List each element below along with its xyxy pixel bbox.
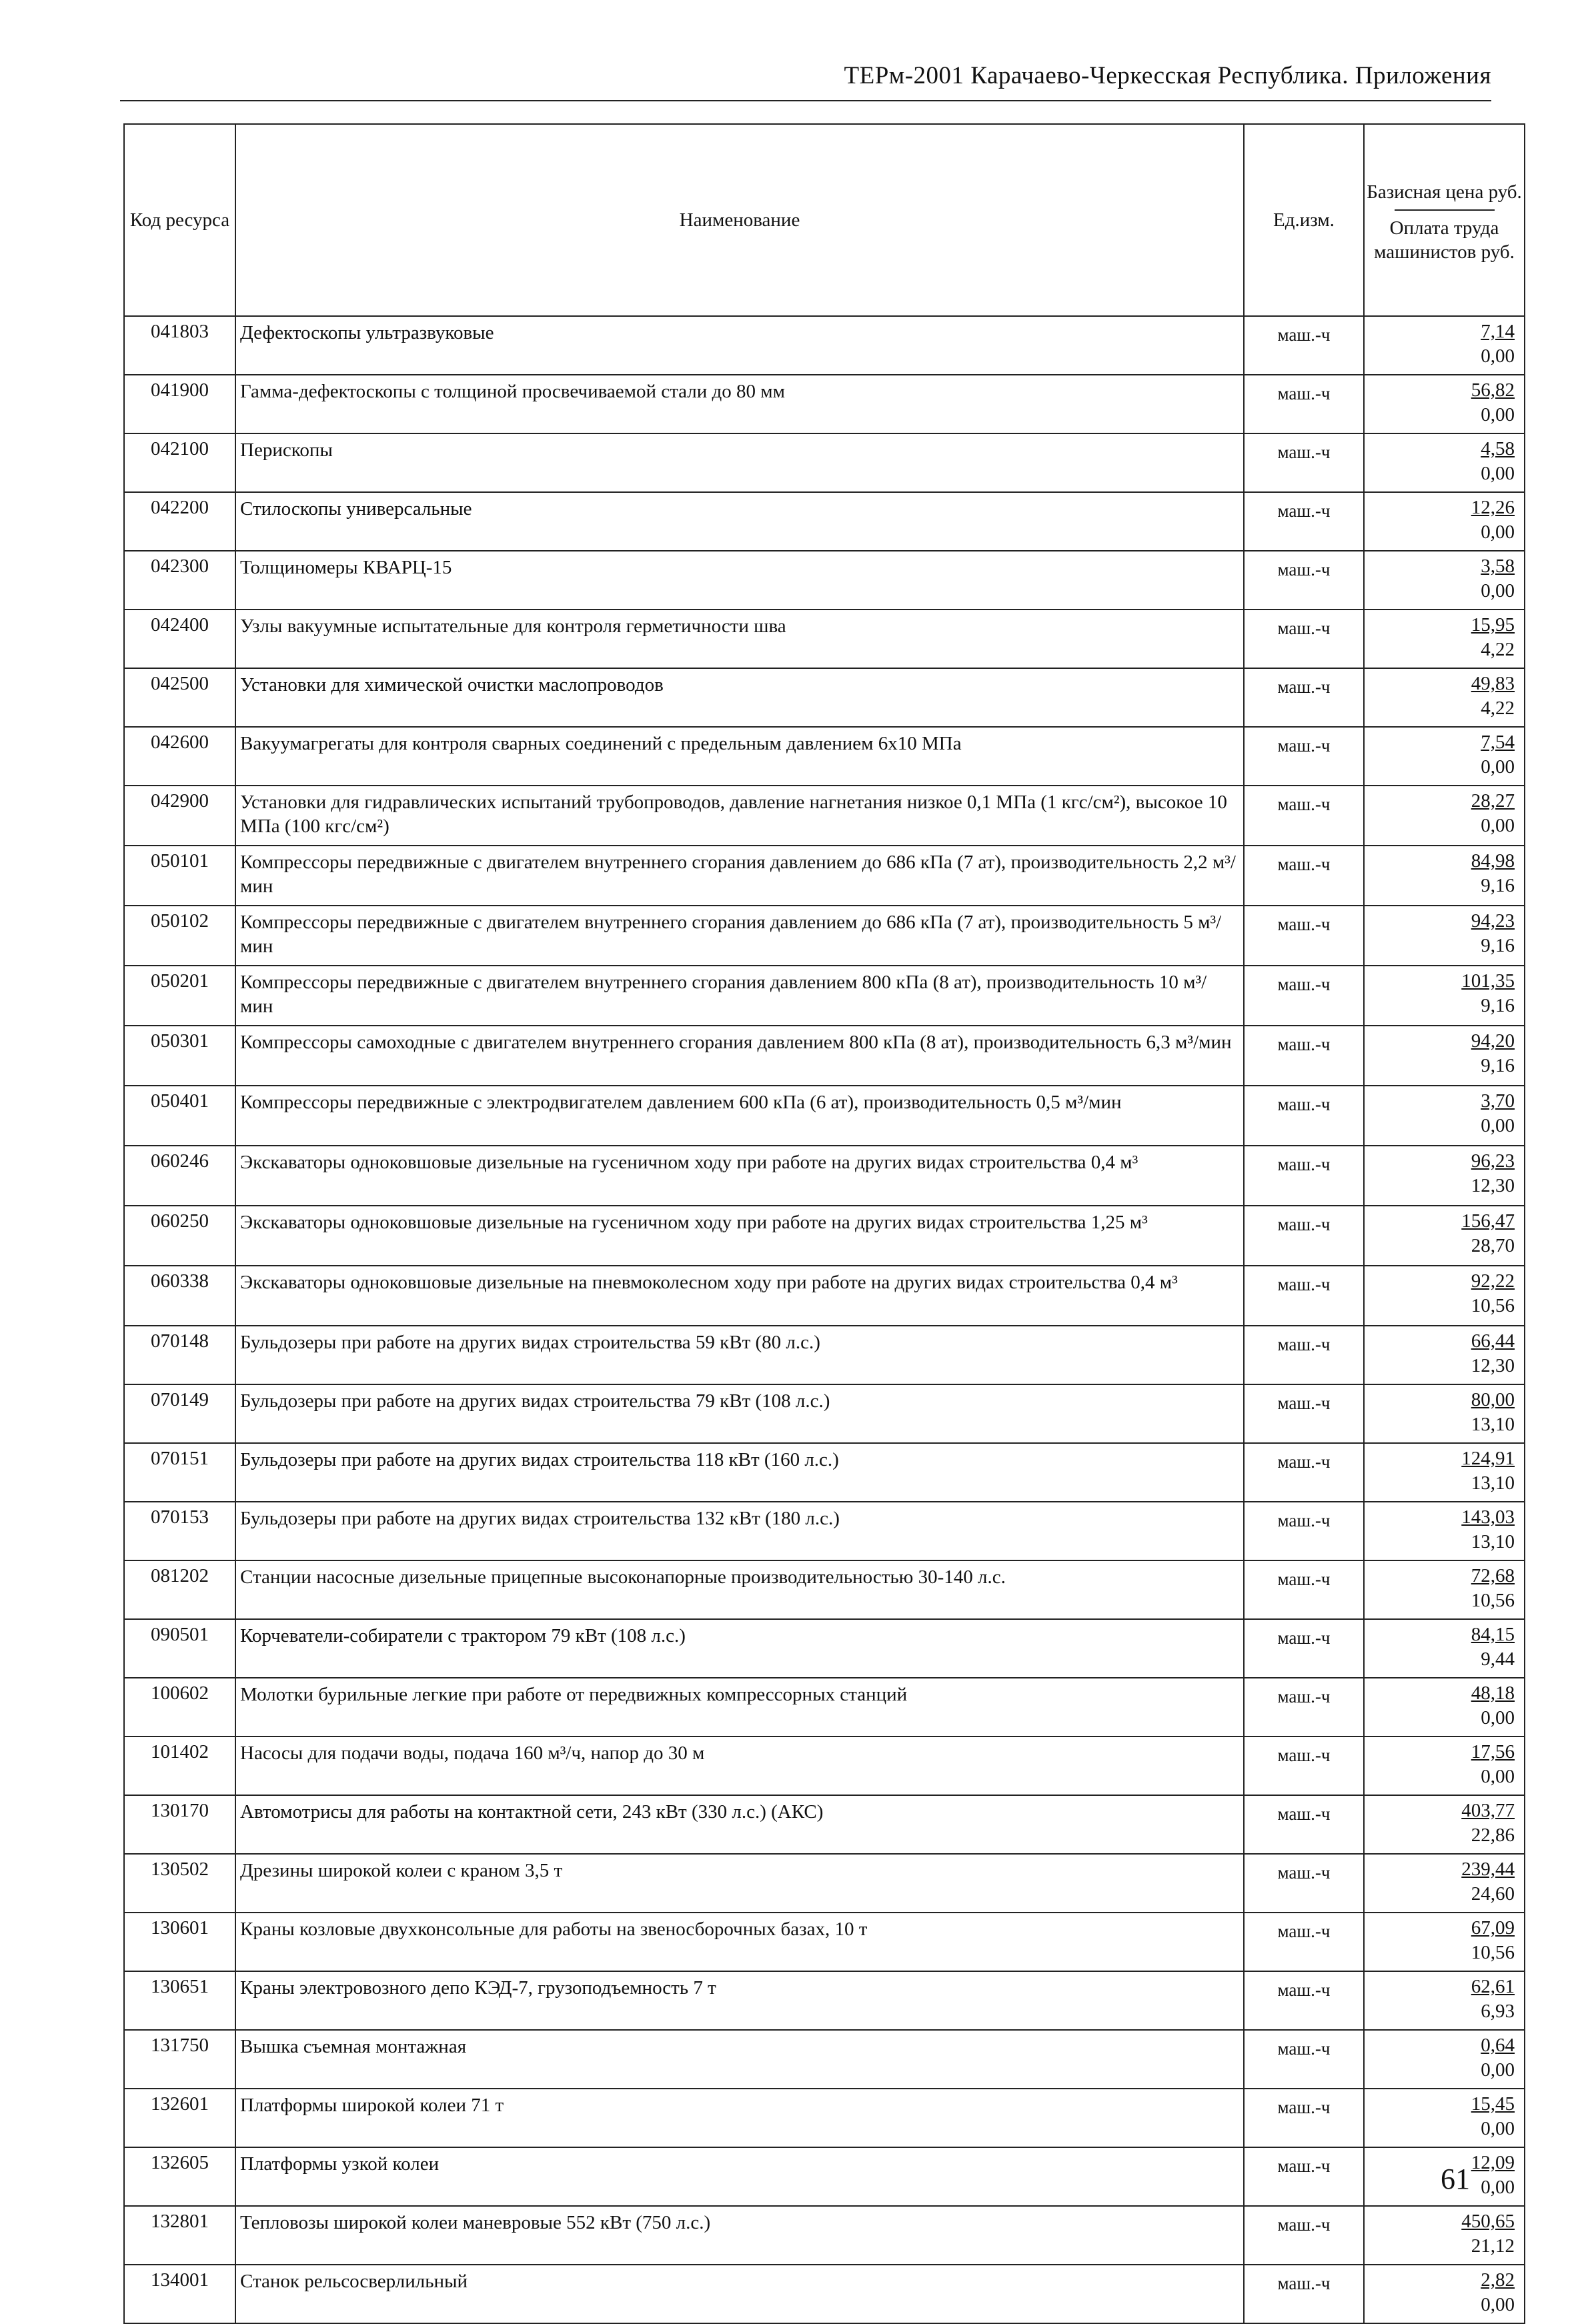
table-row xyxy=(124,1026,1525,1086)
resource-name: Станции насосные дизельные прицепные высоконапорные производительностью 30-140 л.с. xyxy=(235,1560,1244,1619)
base-price: 94,20 xyxy=(1471,1030,1515,1052)
resource-code: 042900 xyxy=(124,786,235,846)
resource-name: Краны электровозного депо КЭД-7, грузоподъемность 7 т xyxy=(235,1971,1244,2030)
base-price: 450,65 xyxy=(1461,2211,1515,2232)
table-row xyxy=(124,846,1525,906)
table-row xyxy=(124,966,1525,1026)
resource-price-cell xyxy=(1364,1026,1525,1086)
operator-wage: 9,16 xyxy=(1481,935,1515,956)
resource-name: Компрессоры передвижные с электродвигателем давлением 600 кПа (6 ат), производительность 0,5 м³/мин xyxy=(235,1086,1244,1146)
table-row xyxy=(124,1619,1525,1678)
resource-unit: маш.-ч xyxy=(1244,1854,1364,1913)
resource-code: 070149 xyxy=(124,1384,235,1443)
resource-price-cell xyxy=(1364,1913,1525,1971)
operator-wage: 10,56 xyxy=(1471,1295,1515,1316)
resource-unit: маш.-ч xyxy=(1244,1678,1364,1736)
resource-name: Экскаваторы одноковшовые дизельные на пневмоколесном ходу при работе на других видах строительства 0,4 м³ xyxy=(235,1266,1244,1326)
resource-code: 132801 xyxy=(124,2206,235,2265)
resource-price-cell xyxy=(1364,610,1525,668)
base-price: 80,00 xyxy=(1471,1389,1515,1410)
table-row xyxy=(124,1971,1525,2030)
table-row xyxy=(124,1560,1525,1619)
resource-code: 042300 xyxy=(124,551,235,610)
table-row xyxy=(124,2206,1525,2265)
resource-code: 132605 xyxy=(124,2147,235,2206)
resource-name: Платформы узкой колеи xyxy=(235,2147,1244,2206)
resource-code: 050401 xyxy=(124,1086,235,1146)
resource-code: 041803 xyxy=(124,316,235,375)
resource-price-cell xyxy=(1364,1854,1525,1913)
base-price: 62,61 xyxy=(1471,1976,1515,1997)
resource-code: 042600 xyxy=(124,727,235,786)
resource-price-cell xyxy=(1364,551,1525,610)
column-header-price-wage: Оплата труда машинистов руб. xyxy=(1374,217,1515,263)
base-price: 143,03 xyxy=(1461,1506,1515,1528)
resource-name: Установки для гидравлических испытаний трубопроводов, давление нагнетания низкое 0,1 МПа (1 кгс/см²), высокое 10 МПа (100 кгс/см²) xyxy=(235,786,1244,846)
resource-name: Дефектоскопы ультразвуковые xyxy=(235,316,1244,375)
resource-price-cell xyxy=(1364,2089,1525,2147)
resource-code: 101402 xyxy=(124,1736,235,1795)
base-price: 56,82 xyxy=(1471,379,1515,401)
table-row xyxy=(124,786,1525,846)
resource-price-cell xyxy=(1364,2206,1525,2265)
operator-wage: 24,60 xyxy=(1471,1883,1515,1905)
header-price-separator xyxy=(1395,209,1495,211)
operator-wage: 0,00 xyxy=(1481,2118,1515,2139)
resource-unit: маш.-ч xyxy=(1244,1026,1364,1086)
resource-name: Бульдозеры при работе на других видах строительства 59 кВт (80 л.с.) xyxy=(235,1326,1244,1384)
table-row xyxy=(124,668,1525,727)
resource-price-cell xyxy=(1364,1206,1525,1266)
base-price: 84,98 xyxy=(1471,850,1515,872)
resource-unit: маш.-ч xyxy=(1244,1619,1364,1678)
resource-unit: маш.-ч xyxy=(1244,786,1364,846)
resource-name: Установки для химической очистки маслопроводов xyxy=(235,668,1244,727)
resource-unit: маш.-ч xyxy=(1244,2206,1364,2265)
base-price: 84,15 xyxy=(1471,1624,1515,1645)
resource-code: 134001 xyxy=(124,2265,235,2323)
table-row xyxy=(124,492,1525,551)
resource-unit: маш.-ч xyxy=(1244,2089,1364,2147)
operator-wage: 9,16 xyxy=(1481,995,1515,1016)
resource-price-cell xyxy=(1364,375,1525,433)
column-header-price-basis: Базисная цена руб. xyxy=(1367,181,1522,203)
resource-price-cell xyxy=(1364,433,1525,492)
operator-wage: 0,00 xyxy=(1481,756,1515,778)
operator-wage: 0,00 xyxy=(1481,1766,1515,1787)
column-header-name: Наименование xyxy=(235,124,1244,316)
resource-price-cell xyxy=(1364,1326,1525,1384)
resource-code: 090501 xyxy=(124,1619,235,1678)
base-price: 403,77 xyxy=(1461,1800,1515,1821)
table-row xyxy=(124,551,1525,610)
operator-wage: 0,00 xyxy=(1481,580,1515,602)
operator-wage: 13,10 xyxy=(1471,1531,1515,1552)
resource-unit: маш.-ч xyxy=(1244,1384,1364,1443)
resource-name: Компрессоры самоходные с двигателем внутреннего сгорания давлением 800 кПа (8 ат), производительность 6,3 м³/мин xyxy=(235,1026,1244,1086)
table-row xyxy=(124,1795,1525,1854)
resource-unit: маш.-ч xyxy=(1244,1146,1364,1206)
resource-code: 081202 xyxy=(124,1560,235,1619)
resource-name: Вакуумагрегаты для контроля сварных соединений с предельным давлением 6х10 МПа xyxy=(235,727,1244,786)
table-row xyxy=(124,316,1525,375)
table-row xyxy=(124,1443,1525,1502)
operator-wage: 0,00 xyxy=(1481,815,1515,836)
resource-unit: маш.-ч xyxy=(1244,1795,1364,1854)
base-price: 17,56 xyxy=(1471,1741,1515,1763)
resource-price-cell xyxy=(1364,2265,1525,2323)
operator-wage: 21,12 xyxy=(1471,2235,1515,2257)
resource-code: 130502 xyxy=(124,1854,235,1913)
resource-name: Гамма-дефектоскопы с толщиной просвечиваемой стали до 80 мм xyxy=(235,375,1244,433)
base-price: 15,95 xyxy=(1471,614,1515,636)
resource-name: Экскаваторы одноковшовые дизельные на гусеничном ходу при работе на других видах строительства 0,4 м³ xyxy=(235,1146,1244,1206)
table-row xyxy=(124,2030,1525,2089)
resource-name: Платформы широкой колеи 71 т xyxy=(235,2089,1244,2147)
table-row xyxy=(124,2089,1525,2147)
base-price: 124,91 xyxy=(1461,1448,1515,1469)
operator-wage: 0,00 xyxy=(1481,2294,1515,2315)
resource-name: Бульдозеры при работе на других видах строительства 132 кВт (180 л.с.) xyxy=(235,1502,1244,1560)
resource-name: Краны козловые двухконсольные для работы на звеносборочных базах, 10 т xyxy=(235,1913,1244,1971)
operator-wage: 0,00 xyxy=(1481,463,1515,484)
page-header-title: ТЕРм-2001 Карачаево-Черкесская Республика. Приложения xyxy=(844,62,1491,89)
operator-wage: 0,00 xyxy=(1481,345,1515,367)
resource-unit: маш.-ч xyxy=(1244,2147,1364,2206)
base-price: 96,23 xyxy=(1471,1150,1515,1172)
resource-code: 070151 xyxy=(124,1443,235,1502)
resource-price-table xyxy=(123,123,1525,2324)
operator-wage: 0,00 xyxy=(1481,2177,1515,2198)
resource-code: 070153 xyxy=(124,1502,235,1560)
table-row xyxy=(124,906,1525,966)
operator-wage: 4,22 xyxy=(1481,698,1515,719)
resource-price-cell xyxy=(1364,668,1525,727)
base-price: 12,09 xyxy=(1471,2152,1515,2173)
resource-unit: маш.-ч xyxy=(1244,610,1364,668)
resource-name: Компрессоры передвижные с двигателем внутреннего сгорания давлением до 686 кПа (7 ат), производительность 5 м³/мин xyxy=(235,906,1244,966)
resource-name: Компрессоры передвижные с двигателем внутреннего сгорания давлением до 686 кПа (7 ат), производительность 2,2 м³/мин xyxy=(235,846,1244,906)
base-price: 7,54 xyxy=(1481,732,1515,753)
operator-wage: 9,44 xyxy=(1481,1648,1515,1670)
resource-unit: маш.-ч xyxy=(1244,2265,1364,2323)
base-price: 12,26 xyxy=(1471,497,1515,518)
table-row xyxy=(124,1326,1525,1384)
table-row xyxy=(124,1146,1525,1206)
operator-wage: 10,56 xyxy=(1471,1942,1515,1963)
resource-price-cell xyxy=(1364,1736,1525,1795)
resource-name: Стилоскопы универсальные xyxy=(235,492,1244,551)
resource-name: Тепловозы широкой колеи маневровые 552 кВт (750 л.с.) xyxy=(235,2206,1244,2265)
operator-wage: 0,00 xyxy=(1481,404,1515,425)
page-number: 61 xyxy=(1441,2163,1470,2195)
table-row xyxy=(124,610,1525,668)
resource-price-cell xyxy=(1364,727,1525,786)
resource-name: Автомотрисы для работы на контактной сети, 243 кВт (330 л.с.) (АКС) xyxy=(235,1795,1244,1854)
resource-unit: маш.-ч xyxy=(1244,906,1364,966)
operator-wage: 28,70 xyxy=(1471,1235,1515,1256)
base-price: 3,70 xyxy=(1481,1090,1515,1112)
resource-name: Станок рельсосверлильный xyxy=(235,2265,1244,2323)
operator-wage: 9,16 xyxy=(1481,1055,1515,1076)
table-row xyxy=(124,433,1525,492)
base-price: 2,82 xyxy=(1481,2269,1515,2291)
operator-wage: 6,93 xyxy=(1481,2001,1515,2022)
operator-wage: 12,30 xyxy=(1471,1175,1515,1196)
base-price: 94,23 xyxy=(1471,910,1515,932)
resource-unit: маш.-ч xyxy=(1244,966,1364,1026)
resource-price-cell xyxy=(1364,316,1525,375)
resource-name: Бульдозеры при работе на других видах строительства 118 кВт (160 л.с.) xyxy=(235,1443,1244,1502)
resource-code: 060338 xyxy=(124,1266,235,1326)
resource-unit: маш.-ч xyxy=(1244,1971,1364,2030)
resource-unit: маш.-ч xyxy=(1244,1086,1364,1146)
resource-name: Экскаваторы одноковшовые дизельные на гусеничном ходу при работе на других видах строительства 1,25 м³ xyxy=(235,1206,1244,1266)
resource-price-cell xyxy=(1364,1266,1525,1326)
table-row xyxy=(124,1086,1525,1146)
resource-unit: маш.-ч xyxy=(1244,727,1364,786)
operator-wage: 13,10 xyxy=(1471,1472,1515,1494)
table-row xyxy=(124,1206,1525,1266)
base-price: 92,22 xyxy=(1471,1270,1515,1292)
operator-wage: 13,10 xyxy=(1471,1414,1515,1435)
base-price: 49,83 xyxy=(1471,673,1515,694)
base-price: 101,35 xyxy=(1461,970,1515,992)
base-price: 239,44 xyxy=(1461,1859,1515,1880)
resource-name: Дрезины широкой колеи с краном 3,5 т xyxy=(235,1854,1244,1913)
table-row xyxy=(124,727,1525,786)
resource-code: 042400 xyxy=(124,610,235,668)
base-price: 48,18 xyxy=(1471,1682,1515,1704)
resource-unit: маш.-ч xyxy=(1244,846,1364,906)
operator-wage: 10,56 xyxy=(1471,1590,1515,1611)
base-price: 28,27 xyxy=(1471,790,1515,812)
resource-code: 042100 xyxy=(124,433,235,492)
resource-name: Перископы xyxy=(235,433,1244,492)
resource-price-cell xyxy=(1364,2030,1525,2089)
table-row xyxy=(124,2147,1525,2206)
resource-name: Компрессоры передвижные с двигателем внутреннего сгорания давлением 800 кПа (8 ат), производительность 10 м³/мин xyxy=(235,966,1244,1026)
resource-name: Бульдозеры при работе на других видах строительства 79 кВт (108 л.с.) xyxy=(235,1384,1244,1443)
table-row xyxy=(124,1678,1525,1736)
resource-code: 050201 xyxy=(124,966,235,1026)
resource-unit: маш.-ч xyxy=(1244,1502,1364,1560)
resource-code: 132601 xyxy=(124,2089,235,2147)
table-row xyxy=(124,1266,1525,1326)
base-price: 7,14 xyxy=(1481,321,1515,342)
resource-name: Толщиномеры КВАРЦ-15 xyxy=(235,551,1244,610)
base-price: 0,64 xyxy=(1481,2035,1515,2056)
resource-price-cell xyxy=(1364,1146,1525,1206)
resource-code: 060250 xyxy=(124,1206,235,1266)
resource-price-cell xyxy=(1364,786,1525,846)
resource-code: 130170 xyxy=(124,1795,235,1854)
resource-price-cell xyxy=(1364,1560,1525,1619)
resource-unit: маш.-ч xyxy=(1244,375,1364,433)
operator-wage: 0,00 xyxy=(1481,1707,1515,1728)
resource-unit: маш.-ч xyxy=(1244,1326,1364,1384)
resource-price-cell xyxy=(1364,492,1525,551)
resource-code: 050102 xyxy=(124,906,235,966)
resource-price-cell xyxy=(1364,1384,1525,1443)
resource-unit: маш.-ч xyxy=(1244,1266,1364,1326)
resource-unit: маш.-ч xyxy=(1244,1443,1364,1502)
table-row xyxy=(124,1913,1525,1971)
resource-name: Корчеватели-собиратели с трактором 79 кВт (108 л.с.) xyxy=(235,1619,1244,1678)
resource-name: Насосы для подачи воды, подача 160 м³/ч, напор до 30 м xyxy=(235,1736,1244,1795)
table-row xyxy=(124,1854,1525,1913)
resource-price-cell xyxy=(1364,966,1525,1026)
table-body xyxy=(124,316,1525,2323)
base-price: 66,44 xyxy=(1471,1330,1515,1352)
resource-price-cell xyxy=(1364,1678,1525,1736)
operator-wage: 0,00 xyxy=(1481,521,1515,543)
resource-code: 100602 xyxy=(124,1678,235,1736)
resource-unit: маш.-ч xyxy=(1244,316,1364,375)
operator-wage: 0,00 xyxy=(1481,1115,1515,1136)
operator-wage: 4,22 xyxy=(1481,639,1515,660)
table-row xyxy=(124,375,1525,433)
base-price: 156,47 xyxy=(1461,1210,1515,1232)
resource-price-cell xyxy=(1364,1795,1525,1854)
resource-unit: маш.-ч xyxy=(1244,492,1364,551)
resource-code: 131750 xyxy=(124,2030,235,2089)
operator-wage: 22,86 xyxy=(1471,1825,1515,1846)
resource-unit: маш.-ч xyxy=(1244,1560,1364,1619)
resource-unit: маш.-ч xyxy=(1244,1736,1364,1795)
resource-code: 130651 xyxy=(124,1971,235,2030)
resource-name: Молотки бурильные легкие при работе от передвижных компрессорных станций xyxy=(235,1678,1244,1736)
resource-price-cell xyxy=(1364,1443,1525,1502)
table-row xyxy=(124,1736,1525,1795)
resource-code: 060246 xyxy=(124,1146,235,1206)
base-price: 72,68 xyxy=(1471,1565,1515,1586)
operator-wage: 9,16 xyxy=(1481,875,1515,896)
resource-code: 070148 xyxy=(124,1326,235,1384)
resource-unit: маш.-ч xyxy=(1244,433,1364,492)
column-header-code: Код ресурса xyxy=(124,124,235,316)
base-price: 15,45 xyxy=(1471,2093,1515,2115)
resource-name: Узлы вакуумные испытательные для контроля герметичности шва xyxy=(235,610,1244,668)
resource-price-cell xyxy=(1364,1086,1525,1146)
base-price: 4,58 xyxy=(1481,438,1515,459)
resource-code: 042500 xyxy=(124,668,235,727)
resource-code: 042200 xyxy=(124,492,235,551)
base-price: 3,58 xyxy=(1481,555,1515,577)
resource-price-cell xyxy=(1364,906,1525,966)
table-row xyxy=(124,1502,1525,1560)
resource-code: 130601 xyxy=(124,1913,235,1971)
header-divider xyxy=(120,100,1491,101)
table-row xyxy=(124,2265,1525,2323)
resource-price-cell xyxy=(1364,1971,1525,2030)
table-row xyxy=(124,1384,1525,1443)
operator-wage: 0,00 xyxy=(1481,2059,1515,2081)
base-price: 67,09 xyxy=(1471,1917,1515,1939)
column-header-price xyxy=(1364,124,1525,316)
resource-name: Вышка съемная монтажная xyxy=(235,2030,1244,2089)
column-header-unit: Ед.изм. xyxy=(1244,124,1364,316)
resource-unit: маш.-ч xyxy=(1244,1206,1364,1266)
resource-code: 050301 xyxy=(124,1026,235,1086)
resource-unit: маш.-ч xyxy=(1244,551,1364,610)
resource-code: 041900 xyxy=(124,375,235,433)
resource-price-cell xyxy=(1364,1502,1525,1560)
resource-unit: маш.-ч xyxy=(1244,1913,1364,1971)
resource-price-cell xyxy=(1364,1619,1525,1678)
resource-code: 050101 xyxy=(124,846,235,906)
operator-wage: 12,30 xyxy=(1471,1355,1515,1376)
resource-price-cell xyxy=(1364,846,1525,906)
resource-unit: маш.-ч xyxy=(1244,668,1364,727)
resource-unit: маш.-ч xyxy=(1244,2030,1364,2089)
